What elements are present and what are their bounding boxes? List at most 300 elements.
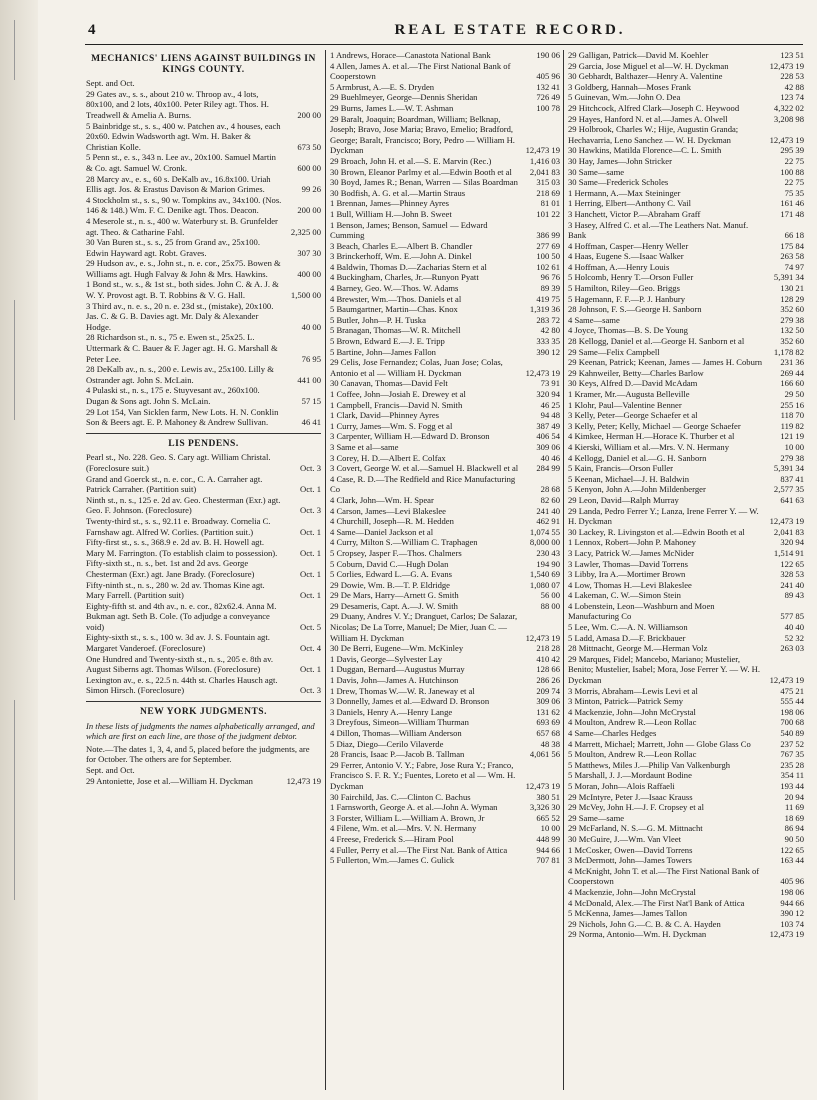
entry-amount: 122 65 bbox=[780, 558, 804, 569]
entry-amount: 462 91 bbox=[536, 516, 560, 527]
entry-amount: 122 65 bbox=[780, 844, 804, 855]
list-item bbox=[330, 61, 560, 82]
list-item bbox=[86, 516, 321, 537]
list-item bbox=[86, 601, 321, 633]
running-title: REAL ESTATE RECORD. bbox=[394, 22, 626, 38]
entry-text: 5 Bainbridge st., s. s., 400 w. Patchen av., 4 houses, each 20x60. Edwin Wadsworth agt. Wm. H. Baker & Christian Kolle. bbox=[86, 120, 281, 152]
entry-text: 29 De Mars, Harry—Arnett G. Smith bbox=[330, 590, 459, 601]
entry-amount: Oct. 1 bbox=[299, 547, 321, 558]
entry-amount: 693 69 bbox=[536, 717, 560, 728]
list-item bbox=[330, 686, 560, 697]
list-item bbox=[568, 590, 804, 601]
entry-text: 3 Lacy, Patrick W.—James McNider bbox=[568, 547, 694, 558]
entry-text: 4 Lakeman, C. W.—Simon Stein bbox=[568, 590, 681, 601]
list-item bbox=[86, 474, 321, 495]
list-item bbox=[330, 474, 560, 495]
list-item bbox=[568, 283, 804, 294]
list-item bbox=[568, 198, 804, 209]
section-rule bbox=[86, 433, 321, 434]
entry-text: 3 Morris, Abraham—Lewis Levi et al bbox=[568, 685, 698, 696]
entry-amount: 81 01 bbox=[540, 198, 560, 209]
entry-text: 4 Hoffman, Casper—Henry Weller bbox=[568, 240, 689, 251]
list-item bbox=[568, 82, 804, 93]
list-item bbox=[330, 283, 560, 294]
text-line: Sept. and Oct. bbox=[86, 78, 135, 89]
list-item bbox=[330, 495, 560, 506]
list-item bbox=[568, 802, 804, 813]
list-item bbox=[330, 696, 560, 707]
entry-text: Eighty-sixth st., s. s., 100 w. 3d av. J. S. Fountain agt. Margaret Vanderoef. (Foreclosure) bbox=[86, 632, 270, 654]
list-item bbox=[330, 654, 560, 665]
entry-text: 29 Duany, Andres V. Y.; Dranguet, Carlos; De Salazar, Nicolas; De La Torre, Manuel; De Mier, Juan C. — William H. Dyckman bbox=[330, 611, 518, 643]
entry-amount: 101 22 bbox=[536, 208, 560, 219]
section-heading: NEW YORK JUDGMENTS. bbox=[140, 707, 267, 718]
entry-amount: 555 44 bbox=[780, 696, 804, 707]
column-divider bbox=[325, 50, 326, 1090]
entry-text: 29 Same—same bbox=[568, 812, 625, 823]
entry-text: 4 Moulton, Andrew R.—Leon Rollac bbox=[568, 717, 697, 728]
list-item bbox=[330, 643, 560, 654]
list-item bbox=[330, 410, 560, 421]
list-item bbox=[568, 887, 804, 898]
entry-text: 5 Lee, Wm. C.—A. N. Williamson bbox=[568, 622, 688, 633]
list-item bbox=[330, 749, 560, 760]
entry-text: 29 Holbrook, Charles W.; Hije, Augustin Granda; Hechavarria, Leno Sanchez — W. H. Dyckman bbox=[568, 124, 739, 145]
entry-text: 29 Norma, Antonio—Wm. H. Dyckman bbox=[568, 929, 707, 940]
entry-amount: 387 49 bbox=[536, 420, 560, 431]
entry-text: 1 Clark, David—Phinney Ayres bbox=[330, 410, 440, 421]
entry-amount: 540 89 bbox=[780, 728, 804, 738]
entry-amount: 320 94 bbox=[536, 389, 560, 399]
entry-amount: 309 06 bbox=[536, 696, 560, 707]
list-item bbox=[568, 760, 804, 771]
entry-text: 5 Matthews, Miles J.—Philip Van Valkenburgh bbox=[568, 759, 731, 770]
entry-text: 29 Landa, Pedro Ferrer Y.; Lanza, Irene Ferrer Y. — W. H. Dyckman bbox=[568, 505, 759, 527]
entry-text: 4 Meserole st., n. s., 400 w. Waterbury st. B. Grunfelder agt. Theo. & Catharine Fahl. bbox=[86, 215, 278, 237]
list-item bbox=[568, 400, 804, 411]
entry-amount: 119 82 bbox=[780, 420, 804, 431]
list-item bbox=[568, 368, 804, 379]
entry-amount: 46 25 bbox=[540, 399, 560, 410]
entry-amount: 10 00 bbox=[540, 823, 560, 834]
entry-amount: 279 38 bbox=[780, 452, 804, 463]
entry-amount: 130 21 bbox=[780, 283, 804, 294]
list-item bbox=[568, 728, 804, 739]
entry-amount: 255 16 bbox=[780, 399, 804, 410]
entry-text: 4 Baldwin, Thomas D.—Zacharias Stern et al bbox=[330, 261, 487, 272]
list-item bbox=[330, 802, 560, 813]
entry-amount: 1,540 69 bbox=[529, 569, 560, 580]
entry-amount: 4,061 56 bbox=[529, 749, 560, 760]
entry-text: 30 De Berri, Eugene—Wm. McKinley bbox=[330, 643, 464, 654]
entry-text: 29 Gates av., s. s., about 210 w. Throop av., 4 lots, 80x100, and 2 lots, 40x100. Peter Riley agt. Thos. H. Treadwell & Amelia A. Burns. bbox=[86, 88, 269, 120]
list-item bbox=[568, 71, 804, 82]
entry-text: Fifty-sixth st., n. s., bet. 1st and 2d avs. George Chesterman (Exr.) agt. Jane Brady. (Foreclosure) bbox=[86, 558, 255, 579]
entry-text: 4 Filene, Wm. et al.—Mrs. V. N. Hermany bbox=[330, 823, 477, 834]
list-item bbox=[86, 279, 321, 300]
entry-text: 3 Dreyfous, Simeon—William Thurman bbox=[330, 717, 469, 728]
entry-amount: 88 00 bbox=[540, 600, 560, 611]
list-item bbox=[330, 845, 560, 856]
list-item bbox=[330, 431, 560, 442]
entry-text: 30 Fairchild, Jas. C.—Clinton C. Bachus bbox=[330, 791, 471, 802]
list-item bbox=[86, 152, 321, 173]
entry-amount: 386 99 bbox=[536, 230, 560, 241]
entry-amount: 175 84 bbox=[780, 240, 804, 251]
entry-amount: 12,473 19 bbox=[769, 134, 804, 145]
entry-amount: 66 18 bbox=[784, 230, 804, 241]
list-item bbox=[86, 407, 321, 428]
entry-text: Twenty-third st., s. s., 92.11 e. Broadway. Cornelia C. Farnshaw agt. Alfred W. Corlies. (Partition suit.) bbox=[86, 515, 271, 537]
list-item bbox=[330, 336, 560, 347]
list-item bbox=[568, 241, 804, 252]
entry-amount: 352 60 bbox=[780, 304, 804, 315]
entry-amount: 161 46 bbox=[780, 198, 804, 209]
entry-text: 4 Brewster, Wm.—Thos. Daniels et al bbox=[330, 293, 462, 304]
entry-text: Ninth st., n. s., 125 e. 2d av. Geo. Chesterman (Exr.) agt. Geo. F. Johnson. (Foreclosure) bbox=[86, 494, 281, 516]
entry-amount: 1,074 55 bbox=[529, 526, 560, 537]
entry-amount: 419 75 bbox=[536, 293, 560, 304]
entry-text: 4 Haas, Eugene S.—Isaac Walker bbox=[568, 251, 684, 262]
list-item bbox=[330, 389, 560, 400]
entry-text: 29 Lot 154, Van Sicklen farm, New Lots. H. N. Conklin Son & Beers agt. E. P. Mahoney & Andrew Sullivan. bbox=[86, 406, 279, 428]
list-item bbox=[568, 410, 804, 421]
entry-amount: 42 80 bbox=[540, 325, 560, 336]
entry-amount: Oct. 3 bbox=[299, 462, 321, 473]
list-item bbox=[568, 304, 804, 315]
entry-text: 5 Moulton, Andrew R.—Leon Rollac bbox=[568, 749, 697, 760]
list-item bbox=[330, 262, 560, 273]
list-item bbox=[568, 272, 804, 283]
list-item bbox=[568, 633, 804, 644]
entry-amount: 128 66 bbox=[536, 664, 560, 675]
entry-amount: 99 26 bbox=[301, 184, 321, 195]
entry-text: 3 Carpenter, William H.—Edward D. Bronson bbox=[330, 431, 490, 442]
entry-amount: 40 40 bbox=[784, 622, 804, 633]
entry-amount: 657 68 bbox=[536, 728, 560, 738]
list-item bbox=[330, 453, 560, 464]
list-item bbox=[330, 357, 560, 378]
entry-text: 29 Same—Felix Campbell bbox=[568, 346, 660, 357]
list-item bbox=[568, 739, 804, 750]
entry-text: 4 Kellogg, Daniel et al.—G. H. Sanborn bbox=[568, 452, 707, 463]
list-item bbox=[568, 792, 804, 803]
list-item bbox=[568, 251, 804, 262]
entry-text: 3 Third av., n. e. s., 20 n. e. 23d st., (mistake), 20x100. Jas. C. & G. B. Davies agt. Mr. Daly & Alexander Hodge. bbox=[86, 300, 274, 332]
entry-amount: 52 32 bbox=[784, 632, 804, 643]
list-item bbox=[568, 622, 804, 633]
entry-amount: 29 50 bbox=[784, 389, 804, 399]
list-item bbox=[86, 495, 321, 516]
entry-amount: 277 69 bbox=[536, 240, 560, 251]
entry-text: Lexington av., e. s., 22.5 n. 44th st. Charles Hausch agt. Simon Hirsch. (Foreclosure) bbox=[86, 674, 278, 696]
list-item bbox=[568, 559, 804, 570]
entry-amount: 89 39 bbox=[540, 283, 560, 294]
entry-text: 29 Antoniette, Jose et al.—William H. Dyckman bbox=[86, 775, 253, 786]
list-item bbox=[330, 834, 560, 845]
entry-amount: 42 88 bbox=[784, 81, 804, 92]
entry-amount: 328 53 bbox=[780, 569, 804, 580]
entry-text: 5 Moran, John—Alois Raffaeli bbox=[568, 780, 675, 791]
entry-amount: 11 69 bbox=[784, 802, 804, 813]
entry-amount: 103 74 bbox=[780, 918, 804, 929]
entry-text: 4 Marrett, Michael; Marrett, John — Globe Glass Co bbox=[568, 738, 751, 749]
entry-amount: Oct. 3 bbox=[299, 685, 321, 696]
list-item bbox=[86, 332, 321, 364]
section-heading: LIS PENDENS. bbox=[168, 438, 239, 449]
entry-amount: 315 03 bbox=[536, 177, 560, 188]
entry-amount: 600 00 bbox=[297, 162, 321, 173]
entry-amount: 132 41 bbox=[536, 81, 560, 92]
entry-amount: 448 99 bbox=[536, 833, 560, 844]
list-item bbox=[330, 294, 560, 305]
entry-text: 1 Brennan, James—Phinney Ayres bbox=[330, 198, 450, 209]
entry-text: 4 Pulaski st., n. s., 175 e. Stuyvesant av., 260x100. Dugan & Sons agt. John S. McLain. bbox=[86, 385, 260, 406]
entry-amount: 12,473 19 bbox=[769, 929, 804, 940]
list-item bbox=[568, 654, 804, 686]
entry-text: 5 Branagan, Thomas—W. R. Mitchell bbox=[330, 325, 461, 336]
list-item bbox=[330, 304, 560, 315]
entry-text: 4 Buckingham, Charles, Jr.—Runyon Pyatt bbox=[330, 272, 479, 283]
entry-amount: 12,473 19 bbox=[525, 367, 560, 378]
entry-text: 28 DeKalb av., n. s., 200 e. Lewis av., 25x100. Lilly & Ostrander agt. John S. McLain. bbox=[86, 364, 274, 385]
entry-text: 3 Daniels, Henry A.—Henry Lange bbox=[330, 706, 453, 717]
entry-amount: 237 52 bbox=[780, 738, 804, 749]
entry-amount: 96 76 bbox=[540, 272, 560, 283]
list-item bbox=[568, 209, 804, 220]
entry-amount: 166 60 bbox=[780, 378, 804, 389]
list-item bbox=[568, 294, 804, 305]
list-item bbox=[330, 823, 560, 834]
entry-text: 29 Garcia, Jose Miguel et al—W. H. Dyckman bbox=[568, 60, 729, 71]
entry-text: 5 Holcomb, Henry T.—Orson Fuller bbox=[568, 272, 694, 283]
list-item bbox=[568, 866, 804, 887]
entry-amount: 1,416 03 bbox=[529, 155, 560, 166]
list-item bbox=[330, 728, 560, 739]
list-item bbox=[568, 378, 804, 389]
entry-amount: 944 66 bbox=[536, 844, 560, 855]
list-item bbox=[330, 463, 560, 474]
entry-amount: 286 26 bbox=[536, 675, 560, 686]
entry-amount: Oct. 4 bbox=[299, 643, 321, 654]
list-item bbox=[330, 675, 560, 686]
entry-amount: 12,473 19 bbox=[286, 775, 321, 786]
list-item bbox=[568, 781, 804, 792]
list-item bbox=[568, 506, 804, 527]
entry-amount: 163 44 bbox=[780, 855, 804, 866]
list-item bbox=[86, 580, 321, 601]
entry-text: 30 Hay, James—John Stricker bbox=[568, 155, 672, 166]
entry-amount: Oct. 3 bbox=[299, 505, 321, 516]
list-item bbox=[568, 495, 804, 506]
list-item bbox=[568, 919, 804, 930]
list-item bbox=[330, 241, 560, 252]
entry-amount: 405 96 bbox=[536, 71, 560, 82]
entry-text: 4 Same—Daniel Jackson et al bbox=[330, 526, 434, 537]
entry-amount: 100 50 bbox=[536, 251, 560, 262]
entry-amount: 46 41 bbox=[301, 417, 321, 428]
entry-amount: 40 46 bbox=[540, 452, 560, 463]
entry-amount: 94 48 bbox=[540, 410, 560, 421]
list-item bbox=[568, 50, 804, 61]
entry-amount: 944 66 bbox=[780, 897, 804, 908]
list-item bbox=[568, 442, 804, 453]
entry-text: 29 McFarland, N. S.—G. M. Mittnacht bbox=[568, 823, 703, 834]
entry-amount: 295 39 bbox=[780, 145, 804, 156]
list-item bbox=[568, 580, 804, 591]
list-item bbox=[568, 770, 804, 781]
entry-text: 30 McGuire, J.—Wm. Van Vleet bbox=[568, 833, 682, 844]
entry-amount: 12,473 19 bbox=[525, 632, 560, 643]
list-item bbox=[86, 174, 321, 195]
list-item bbox=[330, 378, 560, 389]
list-item bbox=[568, 696, 804, 707]
list-item bbox=[330, 114, 560, 156]
entry-amount: 102 61 bbox=[536, 261, 560, 272]
entry-amount: 3,326 30 bbox=[529, 802, 560, 813]
list-item bbox=[330, 442, 560, 453]
list-item bbox=[568, 431, 804, 442]
entry-amount: 209 74 bbox=[536, 685, 560, 696]
column-divider bbox=[563, 50, 564, 1090]
entry-amount: 665 52 bbox=[536, 812, 560, 823]
list-item bbox=[86, 121, 321, 153]
entry-text: 4 Low, Thomas H.—Levi Blakeslee bbox=[568, 579, 692, 590]
entry-text: 1 Kramer, Mr.—Augusta Belleville bbox=[568, 389, 690, 399]
entry-amount: 12,473 19 bbox=[769, 675, 804, 686]
list-item bbox=[330, 315, 560, 326]
list-item bbox=[568, 717, 804, 728]
entry-amount: 12,473 19 bbox=[525, 780, 560, 791]
entry-amount: 390 12 bbox=[536, 346, 560, 357]
list-item bbox=[330, 611, 560, 643]
entry-text: 29 Desameris, Capt. A.—J. W. Smith bbox=[330, 600, 458, 611]
entry-amount: 2,041 83 bbox=[529, 166, 560, 177]
entry-amount: 100 88 bbox=[780, 166, 804, 177]
entry-text: 3 Kelly, Peter—George Schaefer et al bbox=[568, 410, 698, 421]
list-item bbox=[330, 569, 560, 580]
list-item bbox=[330, 559, 560, 570]
entry-text: 3 McDermott, John—James Towers bbox=[568, 855, 692, 866]
list-item bbox=[86, 558, 321, 579]
entry-text: 29 Hayes, Hanford N. et al.—James A. Olwell bbox=[568, 113, 728, 124]
entry-text: 5 McKenna, James—James Tallon bbox=[568, 908, 688, 919]
entry-amount: 194 90 bbox=[536, 558, 560, 569]
entry-text: 5 Bartine, John—James Fallon bbox=[330, 346, 436, 357]
entry-text: 28 Kellogg, Daniel et al.—George H. Sanborn et al bbox=[568, 336, 745, 347]
entry-text: Fifty-first st., s. s., 368.9 e. 2d av. B. H. Howell agt. Mary M. Farrington. (To establish claim to possession). bbox=[86, 537, 278, 558]
list-item bbox=[568, 855, 804, 866]
list-item bbox=[568, 325, 804, 336]
list-item bbox=[568, 845, 804, 856]
entry-amount: 707 81 bbox=[536, 855, 560, 866]
entry-text: 4 Same—Charles Hedges bbox=[568, 728, 657, 738]
entry-amount: 1,500 00 bbox=[290, 290, 321, 301]
list-item bbox=[86, 237, 321, 258]
entry-amount: 75 35 bbox=[784, 187, 804, 198]
entry-amount: 190 06 bbox=[536, 50, 560, 60]
entry-text: 29 Broach, John H. et al.—S. E. Marvin (Rec.) bbox=[330, 155, 492, 166]
entry-amount: Oct. 1 bbox=[299, 526, 321, 537]
list-item bbox=[568, 527, 804, 538]
entry-amount: 118 70 bbox=[780, 410, 804, 421]
entry-amount: Oct. 1 bbox=[299, 664, 321, 675]
list-item bbox=[568, 463, 804, 474]
entry-text: 4 Fuller, Perry et al.—The First Nat. Bank of Attica bbox=[330, 844, 508, 855]
entry-text: 30 Canavan, Thomas—David Felt bbox=[330, 378, 448, 389]
column-left bbox=[86, 50, 321, 1090]
entry-amount: 20 94 bbox=[784, 791, 804, 802]
entry-text: 30 Hawkins, Matilda Florence—C. L. Smith bbox=[568, 145, 722, 156]
entry-amount: 123 51 bbox=[780, 50, 804, 60]
entry-text: 29 Nichols, John G.—C. B. & C. A. Hayden bbox=[568, 918, 721, 929]
entry-text: 30 Van Buren st., s. s., 25 from Grand av., 25x100. Edwin Hayward agt. Robt. Graves. bbox=[86, 237, 261, 258]
list-item bbox=[330, 421, 560, 432]
entry-text: 1 Campbell, Francis—David N. Smith bbox=[330, 399, 463, 410]
entry-amount: 390 12 bbox=[780, 908, 804, 919]
entry-text: 30 Same—Frederick Scholes bbox=[568, 177, 669, 188]
entry-text: 29 Marques, Fidel; Mancebo, Mariano; Mustelier, Benito; Mustelier, Isabel; Mora, Jose Ferrer Y. — W. H. Dyckman bbox=[568, 653, 761, 686]
entry-text: Pearl st., No. 228. Geo. S. Cary agt. William Christal. (Foreclosure suit.) bbox=[86, 452, 271, 473]
entry-text: 1 Bond st., w. s., & 1st st., both sides. John C. & A. J. & W. Y. Provost agt. B. T. Robbins & V. G. Hall. bbox=[86, 279, 279, 301]
list-item bbox=[86, 537, 321, 558]
list-item bbox=[330, 760, 560, 792]
entry-text: 1 Lennox, Robert—John P. Mahoney bbox=[568, 537, 696, 548]
entry-amount: 410 42 bbox=[536, 653, 560, 664]
entry-text: 4 Carson, James—Levi Blakeslee bbox=[330, 505, 446, 516]
entry-amount: 241 40 bbox=[780, 579, 804, 590]
entry-text: 5 Hamilton, Riley—Geo. Briggs bbox=[568, 283, 680, 294]
entry-text: 1 Hermann, A.—Max Steininger bbox=[568, 187, 681, 198]
list-item bbox=[568, 749, 804, 760]
entry-amount: 200 00 bbox=[297, 109, 321, 120]
list-item bbox=[568, 188, 804, 199]
entry-amount: 82 60 bbox=[540, 494, 560, 505]
entry-text: 4 McDonald, Alex.—The First Nat'l Bank of Attica bbox=[568, 897, 745, 908]
entry-text: 3 Libby, Ira A.—Mortimer Brown bbox=[568, 569, 686, 580]
entry-amount: 48 38 bbox=[540, 738, 560, 749]
entry-text: 3 Brinckerhoff, Wm. E.—John A. Dinkel bbox=[330, 251, 472, 262]
entry-text: 5 Kain, Francis—Orson Fuller bbox=[568, 463, 674, 474]
entry-amount: Oct. 1 bbox=[299, 568, 321, 579]
list-item bbox=[330, 50, 560, 61]
entry-amount: 2,041 83 bbox=[773, 526, 804, 537]
entry-text: 4 Mackenzie, John—John McCrystal bbox=[568, 706, 696, 717]
entry-text: 1 Bull, William H.—John B. Sweet bbox=[330, 208, 452, 219]
entry-amount: 18 69 bbox=[784, 812, 804, 823]
intro-note: In these lists of judgments the names alphabetically arranged, and which are first on each line, are those of the judgment debtor. bbox=[86, 720, 315, 742]
list-item bbox=[330, 82, 560, 93]
list-item bbox=[568, 474, 804, 485]
entry-text: 29 McIntyre, Peter J.—Isaac Krauss bbox=[568, 791, 693, 802]
entry-text: 1 Herring, Elbert—Anthony C. Vail bbox=[568, 198, 692, 209]
entry-amount: 8,000 00 bbox=[529, 537, 560, 548]
entry-text: 5 Coburn, David C.—Hugh Dolan bbox=[330, 558, 449, 569]
entry-amount: 131 62 bbox=[536, 706, 560, 717]
entry-amount: 12,473 19 bbox=[769, 60, 804, 71]
entry-text: 29 Galligan, Patrick—David M. Koehler bbox=[568, 50, 709, 60]
entry-amount: 1,080 07 bbox=[529, 579, 560, 590]
list-item bbox=[568, 908, 804, 919]
entry-text: 3 Forster, William L.—William A. Brown, Jr bbox=[330, 812, 485, 823]
entry-amount: 171 48 bbox=[780, 208, 804, 219]
entry-text: 5 Armbrust, A.—E. S. Dryden bbox=[330, 81, 435, 92]
entry-amount: 12,473 19 bbox=[525, 145, 560, 156]
list-item bbox=[568, 643, 804, 654]
list-item bbox=[568, 336, 804, 347]
list-item bbox=[86, 258, 321, 279]
list-item bbox=[330, 548, 560, 559]
